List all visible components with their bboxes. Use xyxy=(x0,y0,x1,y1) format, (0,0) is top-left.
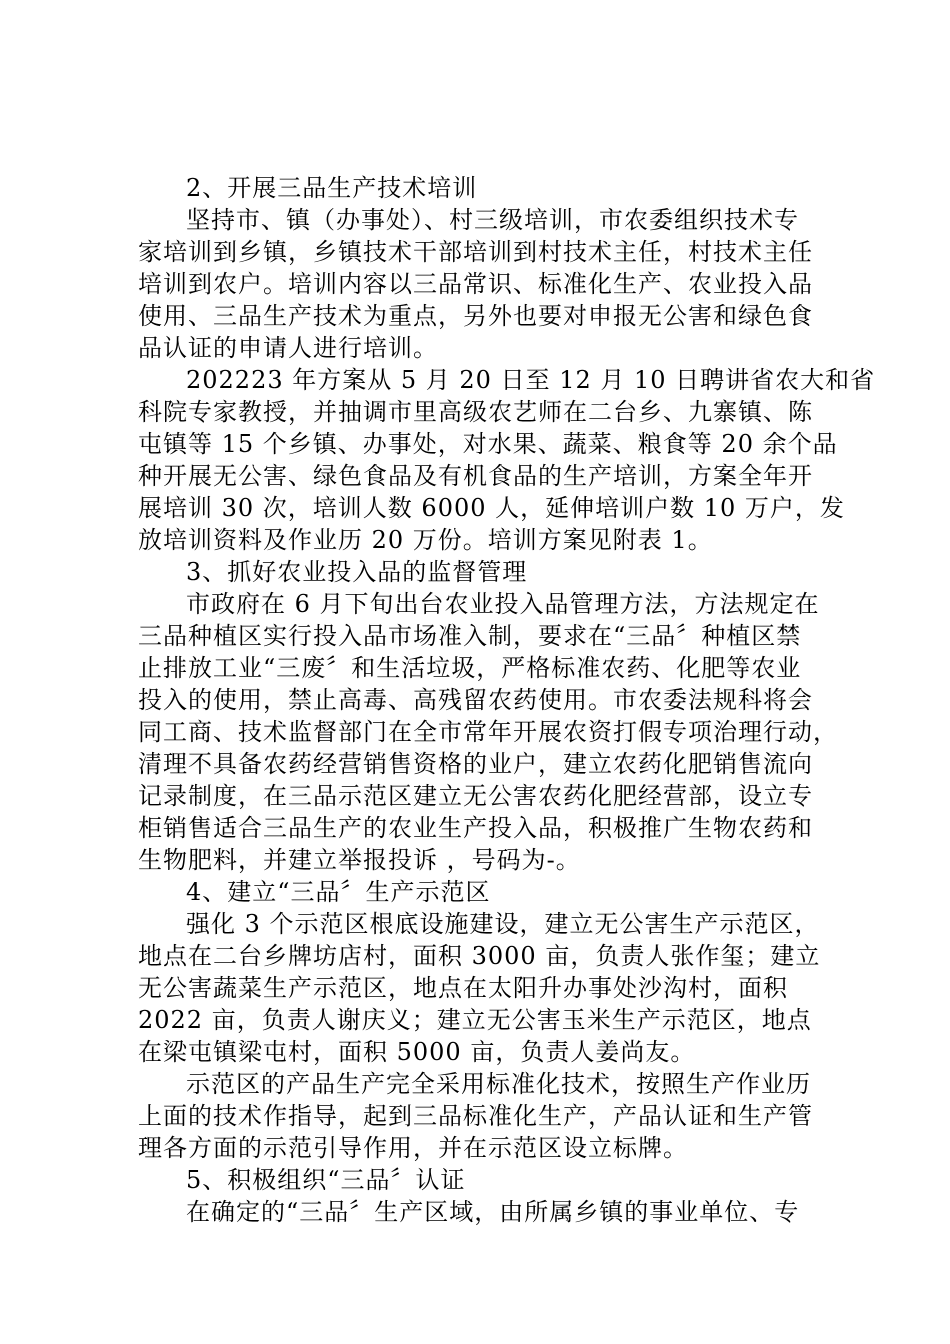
paragraph-line: 使用、三品生产技术为重点，另外也要对申报无公害和绿色食 xyxy=(138,302,813,330)
paragraph-line: 理各方面的示范引导作用，并在示范区设立标牌。 xyxy=(138,1134,688,1162)
paragraph-line: 投入的使用，禁止高毒、高残留农药使用。市农委法规科将会 xyxy=(138,686,813,714)
paragraph-line: 上面的技术作指导，起到三品标准化生产，产品认证和生产管 xyxy=(138,1102,813,1130)
paragraph-line: 科院专家教授，并抽调市里高级农艺师在二台乡、九寨镇、陈 xyxy=(138,398,813,426)
paragraph-line: 记录制度，在三品示范区建立无公害农药化肥经营部，设立专 xyxy=(138,782,813,810)
paragraph-line: 地点在二台乡牌坊店村，面积 3000 亩，负责人张作玺；建立 xyxy=(138,942,821,970)
paragraph-line: 止排放工业“三废〞和生活垃圾，严格标准农药、化肥等农业 xyxy=(138,654,802,682)
paragraph-line: 三品种植区实行投入品市场准入制，要求在“三品〞种植区禁 xyxy=(138,622,802,650)
paragraph-line: 生物肥料，并建立举报投诉 ，号码为-。 xyxy=(138,846,581,874)
paragraph-line: 放培训资料及作业历 20 万份。培训方案见附表 1。 xyxy=(138,526,713,554)
paragraph-line: 种开展无公害、绿色食品及有机食品的生产培训，方案全年开 xyxy=(138,462,813,490)
heading-section-4: 4、建立“三品〞生产示范区 xyxy=(186,878,491,906)
heading-section-5: 5、积极组织“三品〞认证 xyxy=(186,1166,466,1194)
paragraph-line: 同工商、技术监督部门在全市常年开展农资打假专项治理行动， xyxy=(138,718,838,746)
paragraph-line: 培训到农户。培训内容以三品常识、标准化生产、农业投入品 xyxy=(138,270,813,298)
paragraph-line: 示范区的产品生产完全采用标准化技术，按照生产作业历 xyxy=(186,1070,811,1098)
paragraph-line: 柜销售适合三品生产的农业生产投入品，积极推广生物农药和 xyxy=(138,814,813,842)
paragraph-line: 坚持市、镇（办事处）、村三级培训，市农委组织技术专 xyxy=(186,206,799,234)
paragraph-line: 在确定的“三品〞生产区域，由所属乡镇的事业单位、专 xyxy=(186,1198,800,1226)
paragraph-line: 市政府在 6 月下旬出台农业投入品管理方法，方法规定在 xyxy=(186,590,820,618)
paragraph-line: 2022 亩，负责人谢庆义；建立无公害玉米生产示范区，地点 xyxy=(138,1006,812,1034)
paragraph-line: 清理不具备农药经营销售资格的业户，建立农药化肥销售流向 xyxy=(138,750,813,778)
paragraph-line: 屯镇等 15 个乡镇、办事处，对水果、蔬菜、粮食等 20 余个品 xyxy=(138,430,838,458)
paragraph-line: 家培训到乡镇，乡镇技术干部培训到村技术主任，村技术主任 xyxy=(138,238,813,266)
paragraph-line: 无公害蔬菜生产示范区，地点在太阳升办事处沙沟村，面积 xyxy=(138,974,788,1002)
heading-section-2: 2、开展三品生产技术培训 xyxy=(186,174,478,202)
paragraph-line: 在梁屯镇梁屯村，面积 5000 亩，负责人姜尚友。 xyxy=(138,1038,696,1066)
paragraph-line: 202223 年方案从 5 月 20 日至 12 月 10 日聘讲省农大和省 xyxy=(186,366,876,394)
paragraph-line: 展培训 30 次，培训人数 6000 人，延伸培训户数 10 万户，发 xyxy=(138,494,845,522)
paragraph-line: 强化 3 个示范区根底设施建设，建立无公害生产示范区， xyxy=(186,910,820,938)
paragraph-line: 品认证的申请人进行培训。 xyxy=(138,334,438,362)
heading-section-3: 3、抓好农业投入品的监督管理 xyxy=(186,558,528,586)
